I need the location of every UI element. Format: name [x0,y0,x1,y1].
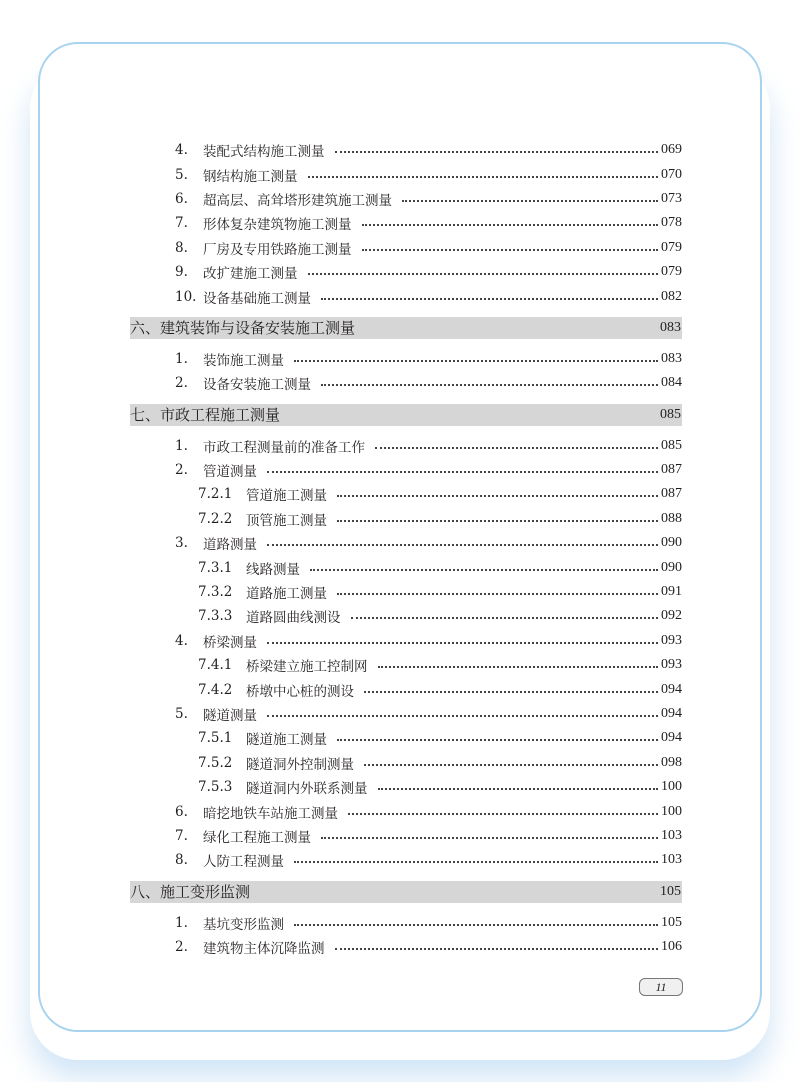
entry-title: 基坑变形监测 [203,916,284,933]
toc-entry[interactable] [130,236,682,260]
toc-entry[interactable] [130,187,682,211]
page-ref: 083 [660,319,681,335]
dot-leader [267,715,658,717]
dot-leader [267,471,658,473]
dot-leader [348,813,658,815]
dot-leader [294,861,658,863]
toc-section-heading[interactable] [130,881,682,903]
dot-leader [267,544,658,546]
dot-leader [362,249,659,251]
entry-number: 7.3.2 [198,584,233,601]
page-ref: 088 [661,510,682,526]
dot-leader [378,788,659,790]
entry-number: 7.4.2 [198,681,233,698]
entry-title: 隧道施工测量 [246,732,327,749]
toc-entry[interactable] [130,162,682,186]
entry-title: 隧道洞内外联系测量 [246,781,368,798]
entry-title: 设备安装施工测量 [203,377,311,394]
dot-leader [378,666,659,668]
entry-title: 顶管施工测量 [246,512,327,529]
dot-leader [337,739,658,741]
dot-leader [308,176,659,178]
toc-entry[interactable] [130,751,682,775]
entry-number: 6. [175,803,188,820]
entry-number: 8. [175,852,188,869]
page-ref: 083 [661,350,682,366]
page-ref: 087 [661,462,682,478]
entry-number: 7.5.1 [198,730,233,747]
page-ref: 105 [661,914,682,930]
dot-leader [351,617,659,619]
dot-leader [364,691,658,693]
entry-number: 8. [175,239,188,256]
dot-leader [294,924,658,926]
dot-leader [321,384,658,386]
entry-number: 1. [175,350,188,367]
dot-leader [335,151,659,153]
page-ref: 073 [661,190,682,206]
toc-entry[interactable] [130,824,682,848]
entry-title: 厂房及专用铁路施工测量 [203,241,352,258]
section-title: 七、市政工程施工测量 [130,406,281,425]
page-ref: 100 [661,779,682,795]
toc-entry[interactable] [130,677,682,701]
dot-leader [337,495,658,497]
page-ref: 106 [661,939,682,955]
page-ref: 090 [661,559,682,575]
page-ref: 094 [661,681,682,697]
dot-leader [402,200,658,202]
entry-title: 装饰施工测量 [203,352,284,369]
entry-title: 形体复杂建筑物施工测量 [203,217,352,234]
toc-entry[interactable] [130,726,682,750]
dot-leader [362,224,659,226]
entry-number: 6. [175,190,188,207]
dot-leader [337,520,658,522]
entry-title: 隧道洞外控制测量 [246,756,354,773]
entry-title: 钢结构施工测量 [203,168,298,185]
entry-number: 2. [175,939,188,956]
page-ref: 094 [661,730,682,746]
toc-entry[interactable] [130,848,682,872]
toc-entry[interactable] [130,531,682,555]
entry-title: 装配式结构施工测量 [203,144,325,161]
toc-entry[interactable] [130,580,682,604]
entry-number: 7.5.3 [198,779,233,796]
dot-leader [321,298,658,300]
entry-number: 7.3.1 [198,559,233,576]
page-ref: 094 [661,706,682,721]
table-of-contents [130,138,682,959]
entry-title: 道路施工测量 [246,586,327,603]
dot-leader [308,273,659,275]
dot-leader [364,764,658,766]
entry-number: 4. [175,142,188,159]
entry-number: 7.2.1 [198,486,233,503]
toc-entry[interactable] [130,347,682,371]
page-number: 11 [639,978,683,996]
entry-number: 7.4.1 [198,657,233,674]
toc-entry[interactable] [130,482,682,506]
toc-section-heading[interactable] [130,317,682,339]
toc-entry[interactable] [130,284,682,308]
page-ref: 082 [661,288,682,304]
entry-number: 7.3.3 [198,608,233,625]
entry-number: 2. [175,462,188,479]
entry-number: 1. [175,914,188,931]
page-ref: 093 [661,657,682,673]
entry-number: 7.2.2 [198,510,233,527]
entry-number: 5. [175,706,188,722]
entry-title: 桥梁建立施工控制网 [246,659,368,676]
page-ref: 093 [661,632,682,648]
entry-number: 4. [175,632,188,649]
entry-title: 市政工程测量前的准备工作 [203,439,365,456]
toc-entry[interactable] [130,775,682,799]
entry-number: 9. [175,264,188,281]
entry-title: 人防工程测量 [203,854,284,871]
entry-title: 桥墩中心桩的测设 [246,683,354,700]
entry-title: 绿化工程施工测量 [203,829,311,846]
dot-leader [294,360,658,362]
page-ref: 103 [661,827,682,843]
entry-title: 道路测量 [203,537,257,554]
entry-title: 线路测量 [246,561,300,578]
toc-entry[interactable] [130,211,682,235]
entry-title: 暗挖地铁车站施工测量 [203,805,338,822]
section-title: 六、建筑装饰与设备安装施工测量 [130,319,356,338]
entry-number: 1. [175,437,188,454]
toc-entry[interactable] [130,604,682,628]
toc-entry[interactable] [130,935,682,959]
entry-number: 7. [175,215,188,232]
page-ref: 079 [661,264,682,280]
page-ref: 069 [661,142,682,158]
toc-entry[interactable] [130,911,682,935]
toc-entry[interactable] [130,434,682,458]
page-ref: 098 [661,754,682,770]
entry-number: 5. [175,166,188,183]
toc-entry[interactable] [130,702,682,726]
entry-title: 建筑物主体沉降监测 [203,941,325,958]
entry-number: 3. [175,535,188,552]
toc-entry[interactable] [130,458,682,482]
toc-entry[interactable] [130,653,682,677]
page-ref: 085 [661,437,682,453]
entry-title: 改扩建施工测量 [203,266,298,283]
dot-leader [337,593,658,595]
dot-leader [321,837,658,839]
dot-leader [335,948,659,950]
toc-entry[interactable] [130,799,682,823]
page-ref: 091 [661,584,682,600]
toc-entry[interactable] [130,555,682,579]
toc-entry[interactable] [130,629,682,653]
page-ref: 084 [661,375,682,391]
page-ref: 085 [660,406,681,422]
page-ref: 092 [661,608,682,624]
page-ref: 105 [660,883,681,899]
entry-number: 7.5.2 [198,754,233,771]
entry-title: 超高层、高耸塔形建筑施工测量 [203,192,392,209]
toc-entry[interactable] [130,260,682,284]
entry-title: 管道施工测量 [246,488,327,505]
toc-entry[interactable] [130,371,682,395]
entry-title: 隧道测量 [203,708,257,724]
entry-number: 10. [175,288,197,305]
toc-entry[interactable] [130,138,682,162]
page-ref: 070 [661,166,682,182]
dot-leader [267,642,658,644]
page-ref: 100 [661,803,682,819]
page-ref: 078 [661,215,682,231]
page-ref: 079 [661,239,682,255]
entry-title: 桥梁测量 [203,634,257,651]
entry-title: 道路圆曲线测设 [246,610,341,627]
page-ref: 103 [661,852,682,868]
toc-section-heading[interactable] [130,404,682,426]
page-ref: 090 [661,535,682,551]
entry-number: 2. [175,375,188,392]
dot-leader [310,569,658,571]
entry-number: 7. [175,827,188,844]
dot-leader [375,447,658,449]
entry-title: 设备基础施工测量 [203,290,311,307]
entry-title: 管道测量 [203,464,257,481]
page-ref: 087 [661,486,682,502]
section-title: 八、施工变形监测 [130,883,251,902]
toc-entry[interactable] [130,507,682,531]
